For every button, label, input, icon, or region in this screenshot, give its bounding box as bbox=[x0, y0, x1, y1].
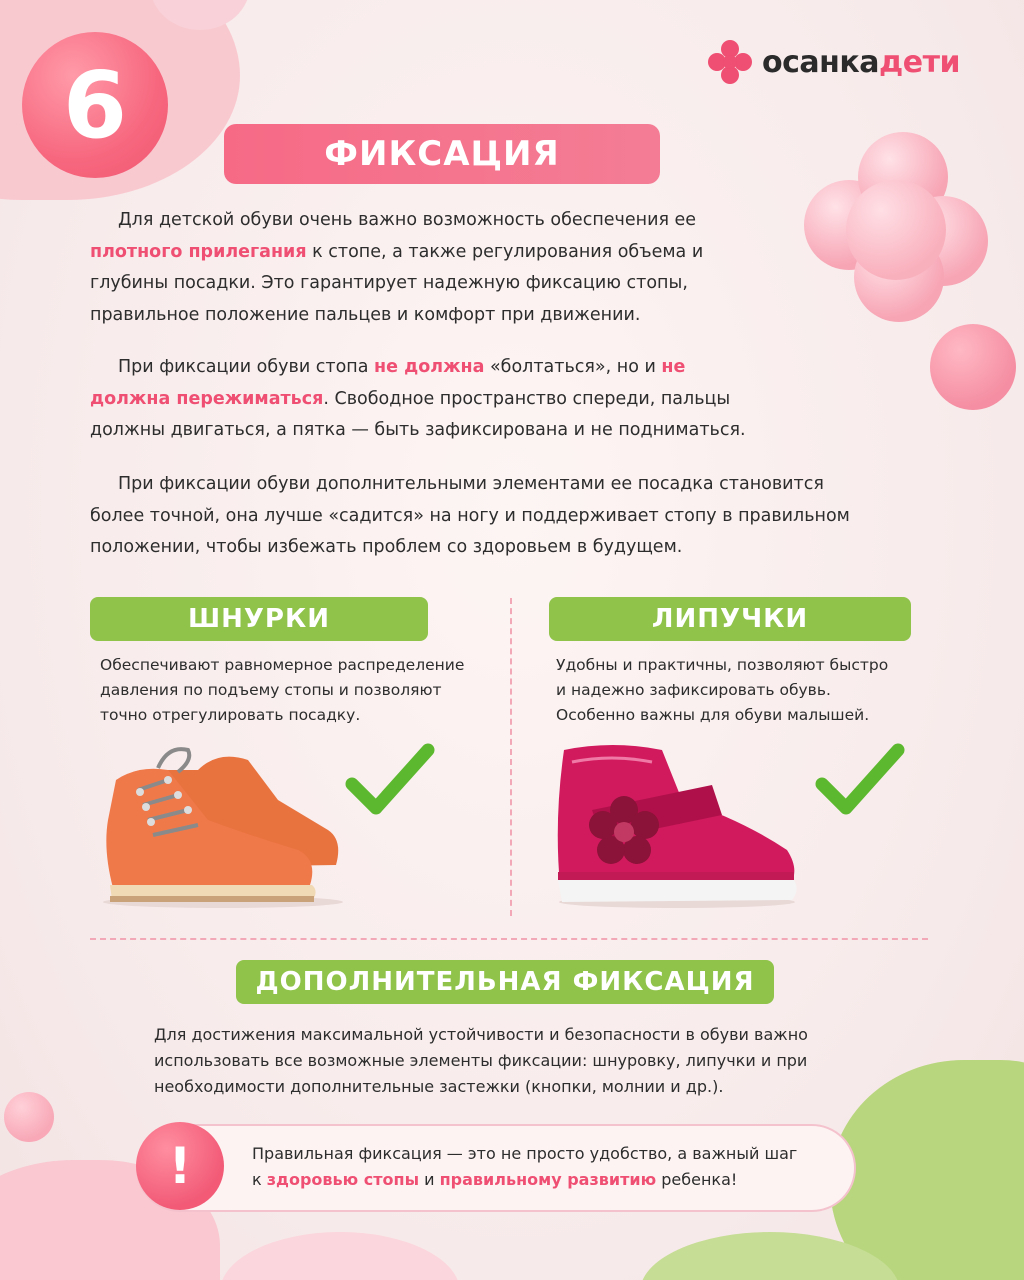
logo-cross-icon bbox=[708, 40, 752, 84]
note-post: ребенка! bbox=[656, 1170, 738, 1189]
intro-p2-text-c: «болтаться», но и bbox=[484, 357, 662, 377]
intro-paragraph-2 bbox=[90, 352, 770, 447]
note-line-2 bbox=[252, 1167, 832, 1193]
velcro-line-1: Удобны и практичны, позволяют быстро bbox=[556, 656, 889, 674]
extra-fixation-description bbox=[154, 1022, 854, 1100]
intro-p2-highlight-1: не должна bbox=[374, 357, 485, 377]
check-icon bbox=[814, 740, 906, 822]
deco-ball-right bbox=[930, 324, 1016, 410]
extra-line-2: использовать все возможные элементы фиксации: шнуровку, липучки и при bbox=[154, 1051, 808, 1070]
intro-p2-highlight-2: не должна пережиматься bbox=[90, 357, 686, 409]
check-icon bbox=[344, 740, 436, 822]
laces-title bbox=[90, 597, 428, 641]
velcro-line-2: и надежно зафиксировать обувь. bbox=[556, 681, 831, 699]
step-number: 6 bbox=[62, 51, 127, 159]
intro-paragraph-1 bbox=[90, 205, 720, 331]
note-highlight-1: здоровью стопы bbox=[266, 1170, 420, 1189]
extra-line-1: Для достижения максимальной устойчивости и безопасности в обуви важно bbox=[154, 1025, 808, 1044]
brand-logo bbox=[708, 40, 960, 84]
velcro-title-text: ЛИПУЧКИ bbox=[651, 604, 809, 634]
note-line-1: Правильная фиксация — это не просто удобство, а важный шаг bbox=[252, 1144, 798, 1163]
intro-p1-text-a: Для детской обуви очень важно возможность обеспечения ее bbox=[118, 210, 697, 230]
logo-wordmark bbox=[762, 45, 960, 80]
laces-title-text: ШНУРКИ bbox=[188, 604, 330, 634]
laces-line-3: точно отрегулировать посадку. bbox=[100, 706, 361, 724]
intro-p1-text-c: к стопе, а также регулирования объема и глубины посадки. Это гарантирует надежную фиксацию стопы, правильное положение пальцев и комфорт при движении. bbox=[90, 241, 704, 325]
step-number-badge bbox=[22, 32, 168, 178]
intro-p3-text: При фиксации обуви дополнительными элементами ее посадка становится более точной, она лучше «садится» на ногу и поддерживает стопу в правильном положении, чтобы избежать проблем со здоровьем в будущем. bbox=[90, 474, 850, 557]
note-pre: к bbox=[252, 1170, 267, 1189]
note-mid: и bbox=[419, 1170, 440, 1189]
column-divider bbox=[510, 598, 512, 916]
logo-text-part1: осанка bbox=[762, 44, 880, 80]
deco-blob-green bbox=[830, 1060, 1024, 1280]
laces-line-2: давления по подъему стопы и позволяют bbox=[100, 681, 442, 699]
intro-p1-highlight: плотного прилегания bbox=[90, 241, 307, 262]
laced-boot-image bbox=[98, 740, 348, 910]
intro-p2-text-e: . Свободное пространство спереди, пальцы должны двигаться, а пятка — быть зафиксирована и не подниматься. bbox=[90, 388, 746, 440]
velcro-description bbox=[556, 653, 936, 728]
extra-fixation-title-text: ДОПОЛНИТЕЛЬНАЯ ФИКСАЦИЯ bbox=[255, 967, 755, 997]
deco-blob-bottom-mid bbox=[220, 1232, 460, 1280]
velcro-line-3: Особенно важны для обуви малышей. bbox=[556, 706, 870, 724]
page-title bbox=[224, 124, 660, 184]
note-highlight-2: правильному развитию bbox=[439, 1170, 657, 1189]
laces-description bbox=[100, 653, 490, 728]
note-text bbox=[252, 1141, 832, 1193]
logo-text-part2: дети bbox=[879, 44, 960, 80]
exclamation-icon: ! bbox=[136, 1122, 224, 1210]
extra-fixation-title bbox=[236, 960, 774, 1004]
deco-ball-left bbox=[4, 1092, 54, 1142]
extra-line-3: необходимости дополнительные застежки (кнопки, молнии и др.). bbox=[154, 1077, 724, 1096]
laces-line-1: Обеспечивают равномерное распределение bbox=[100, 656, 465, 674]
intro-paragraph-3 bbox=[90, 469, 860, 564]
velcro-title bbox=[549, 597, 911, 641]
page-title-text: ФИКСАЦИЯ bbox=[324, 134, 560, 174]
deco-ball-cluster bbox=[846, 180, 946, 280]
velcro-boot-image bbox=[552, 740, 802, 910]
intro-p2-text-a: При фиксации обуви стопа bbox=[118, 357, 375, 377]
section-divider bbox=[90, 938, 928, 940]
